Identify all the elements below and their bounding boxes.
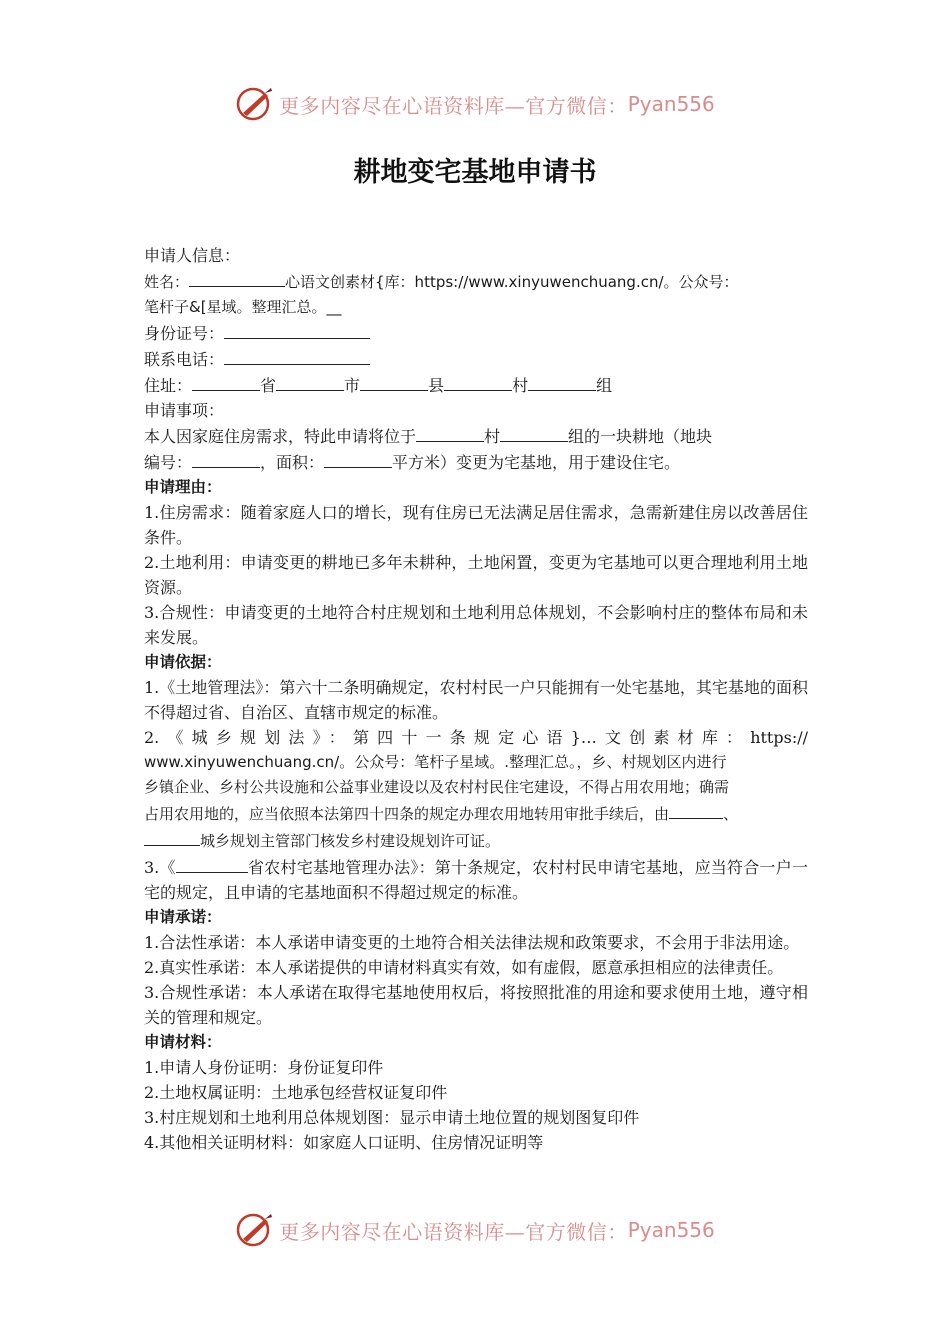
phone-line <box>144 346 808 372</box>
name-label: 姓名： <box>144 273 190 291</box>
basis-item-3-prefix: 3.《 <box>144 858 176 877</box>
province-blank <box>192 372 260 391</box>
name-line-2: 笔杆子&[星域。整理汇总。__ <box>144 298 342 316</box>
basis-item-2-line-1: 2.《城乡规划法》：第四十一条规定心语}…文创素材库：https:// <box>144 728 808 747</box>
county-blank <box>360 372 428 391</box>
name-line <box>144 268 808 295</box>
banner-wechat-id: Pyan556 <box>627 1218 715 1242</box>
document-title: 耕地变宅基地申请书 <box>353 157 597 188</box>
authority-blank-1 <box>669 800 723 819</box>
reason-item: 2.土地利用：申请变更的耕地已多年未耕种，土地闲置，变更为宅基地可以更合理地利用土地资源。 <box>144 553 808 597</box>
header-watermark-banner <box>0 84 950 124</box>
basis-item-2-line-4 <box>144 800 808 827</box>
matter-village-blank <box>416 423 484 442</box>
matter-line-1 <box>144 423 808 449</box>
name-suffix: 心语文创素材{库：https://www.xinyuwenchuang.cn/。公众号： <box>285 273 739 291</box>
matter-line-2 <box>144 449 808 475</box>
address-province: 省 <box>260 376 277 395</box>
address-village: 村 <box>512 376 529 395</box>
phone-blank <box>224 346 370 365</box>
matter-heading: 申请事项： <box>144 401 225 420</box>
promise-item: 2.真实性承诺：本人承诺提供的申请材料真实有效，如有虚假，愿意承担相应的法律责任。 <box>144 958 784 977</box>
city-blank <box>276 372 344 391</box>
matter-group-blank <box>500 423 568 442</box>
banner-wechat-id: Pyan556 <box>627 92 715 116</box>
basis-heading: 申请依据： <box>144 653 222 671</box>
promise-item: 1.合法性承诺：本人承诺申请变更的土地符合相关法律法规和政策要求，不会用于非法用途。 <box>144 933 800 952</box>
material-item: 3.村庄规划和土地利用总体规划图：显示申请土地位置的规划图复印件 <box>144 1108 640 1127</box>
matter-text-a: 本人因家庭住房需求，特此申请将位于 <box>144 427 417 446</box>
document-body <box>144 243 808 1155</box>
material-item: 2.土地权属证明：土地承包经营权证复印件 <box>144 1083 448 1102</box>
id-blank <box>224 320 370 339</box>
basis-item-3-text: 省农村宅基地管理办法》：第十条规定，农村村民申请宅基地，应当符合一户一宅的规定，且申请的宅基地面积不得超过规定的标准。 <box>144 858 808 902</box>
address-city: 市 <box>344 376 361 395</box>
banner-text: 更多内容尽在心语资料库—官方微信： <box>279 1219 628 1244</box>
matter-text-f: 平方米）变更为宅基地，用于建设住宅。 <box>392 453 681 472</box>
matter-text-d: 编号： <box>144 453 193 472</box>
basis-item-2-text: 占用农用地的，应当依照本法第四十四条的规定办理农用地转用审批手续后，由 <box>144 805 670 823</box>
basis-item-2-line-5 <box>144 827 808 854</box>
id-line <box>144 320 808 346</box>
address-group: 组 <box>596 376 613 395</box>
brand-logo-icon <box>235 85 275 123</box>
applicant-heading: 申请人信息： <box>144 246 241 265</box>
reason-item: 1.住房需求：随着家庭人口的增长，现有住房已无法满足居住需求，急需新建住房以改善居住条件。 <box>144 503 808 547</box>
province-name-blank <box>176 854 248 873</box>
address-label: 住址： <box>144 376 193 395</box>
basis-item-2-line-3: 乡镇企业、乡村公共设施和公益事业建设以及农村村民住宅建设，不得占用农用地；确需 <box>144 778 730 796</box>
matter-text-e: ，面积： <box>260 453 325 472</box>
brand-logo-icon <box>235 1211 275 1249</box>
authority-blank-2 <box>144 827 200 846</box>
basis-item-2-line-2: www.xinyuwenchuang.cn/。公众号：笔杆子星域。.整理汇总。，乡、村规划区内进行 <box>144 753 727 771</box>
material-item: 1.申请人身份证明：身份证复印件 <box>144 1058 384 1077</box>
phone-label: 联系电话： <box>144 350 225 369</box>
area-blank <box>324 449 392 468</box>
reason-item: 3.合规性：申请变更的土地符合村庄规划和土地利用总体规划，不会影响村庄的整体布局和未来发展。 <box>144 603 808 647</box>
basis-item-2-sep: 、 <box>723 805 739 823</box>
material-item: 4.其他相关证明材料：如家庭人口证明、住房情况证明等 <box>144 1133 544 1152</box>
footer-watermark-banner <box>0 1210 950 1250</box>
matter-text-c: 组的一块耕地（地块 <box>568 427 713 446</box>
reasons-heading: 申请理由： <box>144 478 222 496</box>
promise-item: 3.合规性承诺：本人承诺在取得宅基地使用权后，将按照批准的用途和要求使用土地，遵守相关的管理和规定。 <box>144 983 808 1027</box>
materials-heading: 申请材料： <box>144 1033 222 1051</box>
parcel-number-blank <box>192 449 260 468</box>
village-blank <box>444 372 512 391</box>
banner-text: 更多内容尽在心语资料库—官方微信： <box>279 93 628 118</box>
group-blank <box>528 372 596 391</box>
address-county: 县 <box>428 376 445 395</box>
matter-text-b: 村 <box>484 427 501 446</box>
promise-heading: 申请承诺： <box>144 908 222 926</box>
name-blank <box>189 268 285 287</box>
basis-item-1: 1.《土地管理法》：第六十二条明确规定，农村村民一户只能拥有一处宅基地，其宅基地的面积不得超过省、自治区、直辖市规定的标准。 <box>144 678 808 722</box>
address-line <box>144 372 808 398</box>
basis-item-2-tail: 城乡规划主管部门核发乡村建设规划许可证。 <box>200 832 501 850</box>
basis-item-3 <box>144 854 808 905</box>
id-label: 身份证号： <box>144 324 225 343</box>
